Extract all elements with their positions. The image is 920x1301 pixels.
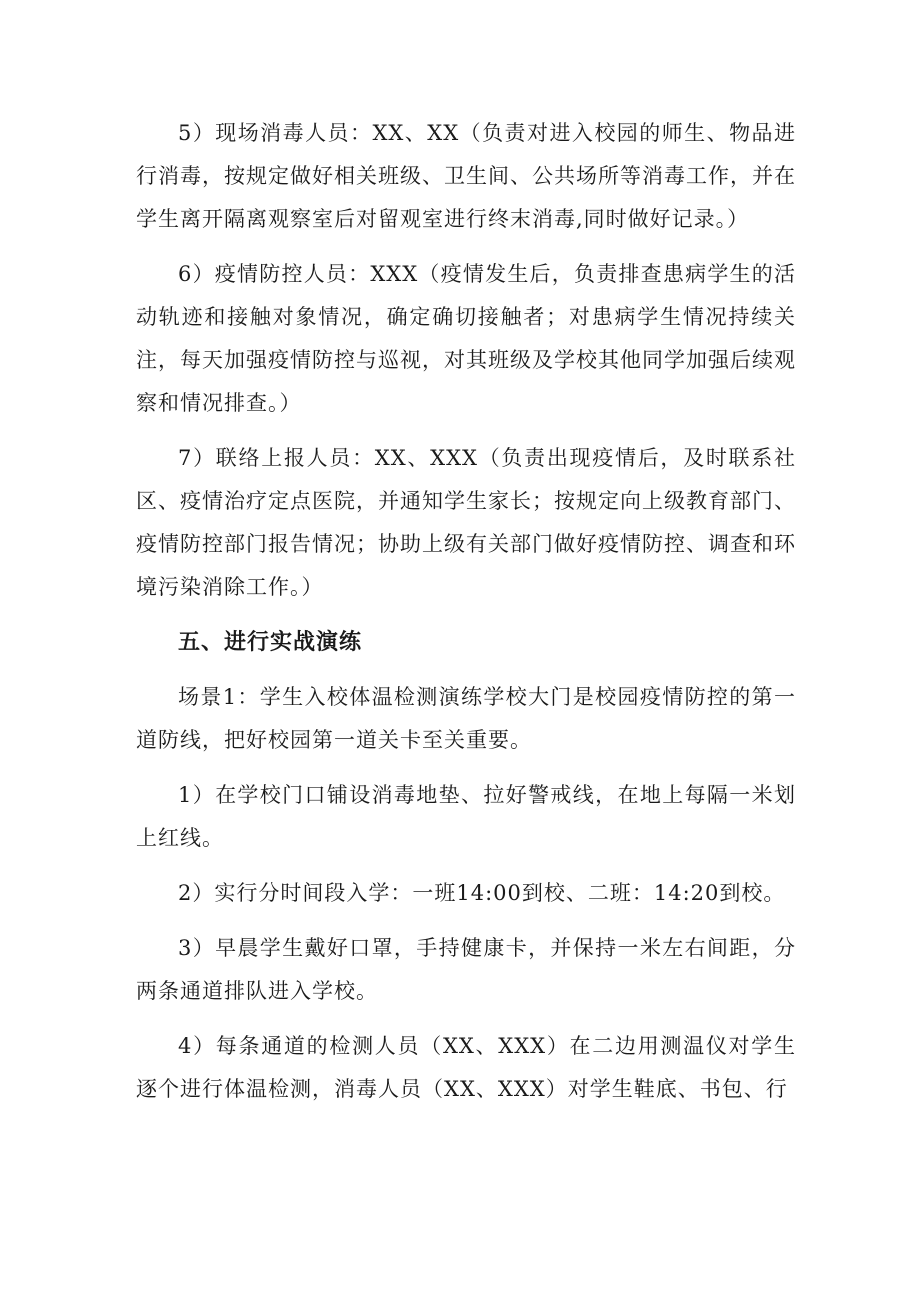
paragraph-step-3: 3）早晨学生戴好口罩，手持健康卡，并保持一米左右间距，分两条通道排队进入学校。 [136, 936, 796, 1003]
paragraph-scenario-1: 场景1：学生入校体温检测演练学校大门是校园疫情防控的第一道防线，把好校园第一道关卡至关重要。 [136, 685, 796, 752]
paragraph-step-4: 4）每条通道的检测人员（XX、XXX）在二边用测温仪对学生逐个进行体温检测，消毒人员（XX、XXX）对学生鞋底、书包、行 [136, 1034, 796, 1101]
section-heading: 五、进行实战演练 [178, 630, 363, 655]
paragraph-liaison-staff: 7）联络上报人员：XX、XXX（负责出现疫情后，及时联系社区、疫情治疗定点医院，并通知学生家长；按规定向上级教育部门、疫情防控部门报告情况；协助上级有关部门做好疫情防控、调查和环境污染消除工作。） [136, 446, 796, 599]
paragraph-step-1: 1）在学校门口铺设消毒地垫、拉好警戒线，在地上每隔一米划上红线。 [136, 783, 796, 850]
paragraph-disinfection-staff: 5）现场消毒人员：XX、XX（负责对进入校园的师生、物品进行消毒，按规定做好相关班级、卫生间、公共场所等消毒工作，并在学生离开隔离观察室后对留观室进行终末消毒,同时做好记录。） [136, 121, 796, 231]
document-page [136, 112, 796, 1123]
paragraph-epidemic-control-staff: 6）疫情防控人员：XXX（疫情发生后，负责排查患病学生的活动轨迹和接触对象情况，确定确切接触者；对患病学生情况持续关注，每天加强疫情防控与巡视，对其班级及学校其他同学加强后续观察和情况排查。） [136, 262, 796, 415]
paragraph-step-2: 2）实行分时间段入学：一班14:00到校、二班：14:20到校。 [178, 881, 786, 905]
